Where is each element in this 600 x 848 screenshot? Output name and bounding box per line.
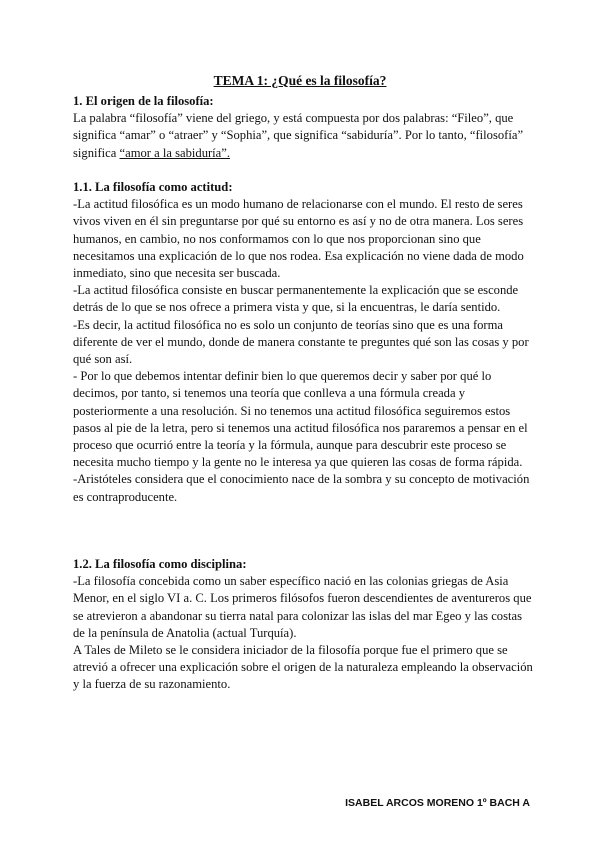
document-title: TEMA 1: ¿Qué es la filosofía?	[213, 73, 387, 88]
section-paragraph: -Es decir, la actitud filosófica no es solo un conjunto de teorías sino que es una forma diferente de ver el mundo, donde de manera constante te preguntes qué son las cosas y por qué son así.	[73, 317, 529, 367]
underlined-definition: “amor a la sabiduría”.	[119, 145, 231, 160]
section-heading: 1. El origen de la filosofía:	[73, 94, 214, 108]
section-attitude	[73, 179, 535, 506]
section-paragraph: - Por lo que debemos intentar definir bien lo que queremos decir y saber por qué lo decimos, por tanto, si tenemos una teoría que conlleva a una fórmula creada y posteriormente a una resolución. Si no tenemos una actitud filosófica seguiremos estos pasos al pie de la letra, pero si tenemos una actitud filosófica nos pararemos a pensar en el proceso que ocurrió entre la teoría y la fórmula, aunque para descubrir este proceso se necesita mucho tiempo y la gente no le interesa ya que quieren las cosas de forma rápida.	[73, 369, 528, 470]
section-paragraph	[73, 110, 535, 162]
section-heading: 1.2. La filosofía como disciplina:	[73, 557, 247, 571]
author-footer: ISABEL ARCOS MORENO 1º BACH A	[345, 797, 530, 809]
section-origin	[73, 93, 535, 162]
section-paragraph: -La actitud filosófica es un modo humano de relacionarse con el mundo. El resto de seres vivos viven en él sin preguntarse por qué su entorno es así y no de otra manera. Los seres humanos, en cambio, no nos conformamos con lo que nos proporcionan sino que necesitamos una explicación de lo que nos rodea. Esa explicación no viene dada de modo inmediato, sino que necesita ser buscada.	[73, 197, 524, 281]
section-paragraph: -Aristóteles considera que el conocimiento nace de la sombra y su concepto de motivación es contraproducente.	[73, 472, 530, 504]
section-paragraph: -La filosofía concebida como un saber específico nació en las colonias griegas de Asia Menor, en el siglo VI a. C. Los primeros filósofos fueron descendientes de aventureros que se atrevieron a abandonar su tierra natal para colonizar las islas del mar Egeo y las costas de la península de Anatolia (actual Turquía).	[73, 574, 532, 640]
section-discipline	[73, 556, 535, 694]
section-heading: 1.1. La filosofía como actitud:	[73, 180, 233, 194]
section-paragraph: A Tales de Mileto se le considera iniciador de la filosofía porque fue el primero que se atrevió a ofrecer una explicación sobre el origen de la naturaleza empleando la observación y la fuerza de su razonamiento.	[73, 643, 533, 692]
section-paragraph: -La actitud filosófica consiste en buscar permanentemente la explicación que se esconde detrás de lo que se nos ofrece a primera vista y que, si la encuentras, le daría sentido.	[73, 283, 519, 315]
paragraph-text: La palabra “filosofía” viene del griego, y está compuesta por dos palabras: “Fileo”, que significa “amar” o “atraer” y “Sophia”, que significa “sabiduría”. Por lo tanto, “filosofía” significa	[73, 111, 524, 160]
